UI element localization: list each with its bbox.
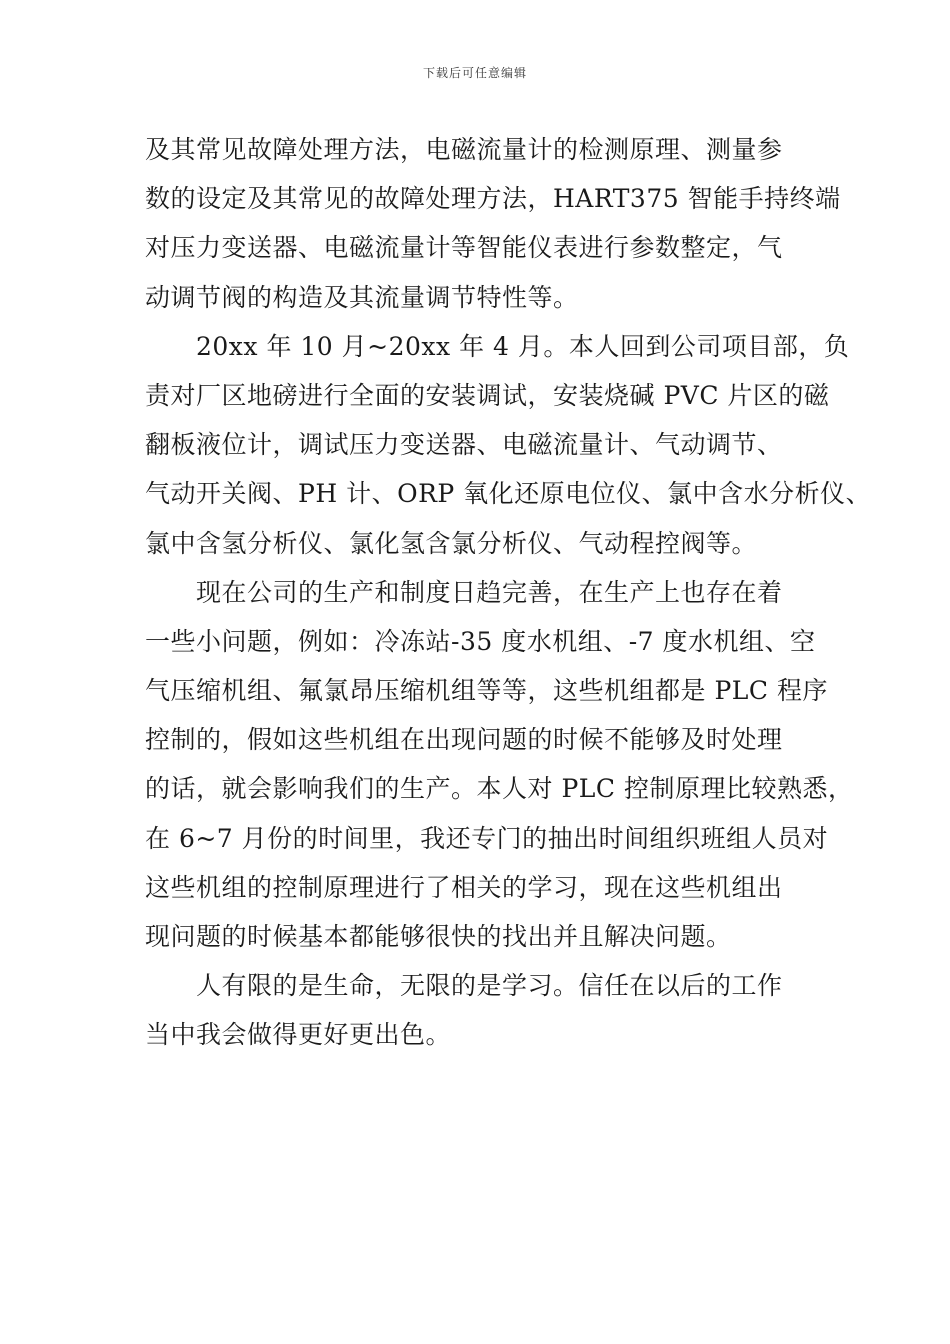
text-line: 氯中含氢分析仪、氯化氢含氯分析仪、气动程控阀等。 bbox=[145, 528, 758, 558]
text-line: 人有限的是生命，无限的是学习。信任在以后的工作 bbox=[145, 971, 783, 1001]
text-line: 当中我会做得更好更出色。 bbox=[145, 1020, 452, 1050]
text-line: 控制的，假如这些机组在出现问题的时候不能够及时处理 bbox=[145, 725, 783, 755]
text-line: 一些小问题，例如：冷冻站-35 度水机组、-7 度水机组、空 bbox=[145, 626, 816, 656]
text-line: 翻板液位计，调试压力变送器、电磁流量计、气动调节、 bbox=[145, 430, 783, 460]
text-line: 现在公司的生产和制度日趋完善，在生产上也存在着 bbox=[145, 577, 783, 607]
text-line: 20xx 年 10 月~20xx 年 4 月。本人回到公司项目部，负 bbox=[145, 331, 850, 361]
text-line: 气压缩机组、氟氯昂压缩机组等等，这些机组都是 PLC 程序 bbox=[145, 676, 828, 706]
text-line: 数的设定及其常见的故障处理方法，HART375 智能手持终端 bbox=[145, 184, 841, 214]
paragraph-4 bbox=[145, 961, 835, 1059]
text-line: 责对厂区地磅进行全面的安装调试，安装烧碱 PVC 片区的磁 bbox=[145, 380, 830, 410]
text-line: 气动开关阀、PH 计、ORP 氧化还原电位仪、氯中含水分析仪、 bbox=[145, 479, 872, 509]
text-line: 这些机组的控制原理进行了相关的学习，现在这些机组出 bbox=[145, 872, 783, 902]
paragraph-3 bbox=[145, 568, 854, 962]
page-header: 下载后可任意编辑 bbox=[422, 66, 527, 80]
text-line: 及其常见故障处理方法，电磁流量计的检测原理、测量参 bbox=[145, 135, 783, 164]
text-line: 对压力变送器、电磁流量计等智能仪表进行参数整定，气 bbox=[145, 233, 783, 263]
text-line: 动调节阀的构造及其流量调节特性等。 bbox=[145, 282, 579, 312]
text-line: 现问题的时候基本都能够很快的找出并且解决问题。 bbox=[145, 922, 732, 951]
text-line: 在 6~7 月份的时间里，我还专门的抽出时间组织班组人员对 bbox=[145, 823, 829, 853]
document-body bbox=[145, 125, 872, 1060]
text-line: 的话，就会影响我们的生产。本人对 PLC 控制原理比较熟悉， bbox=[145, 774, 854, 804]
paragraph-1 bbox=[145, 125, 841, 322]
paragraph-2 bbox=[145, 322, 872, 568]
